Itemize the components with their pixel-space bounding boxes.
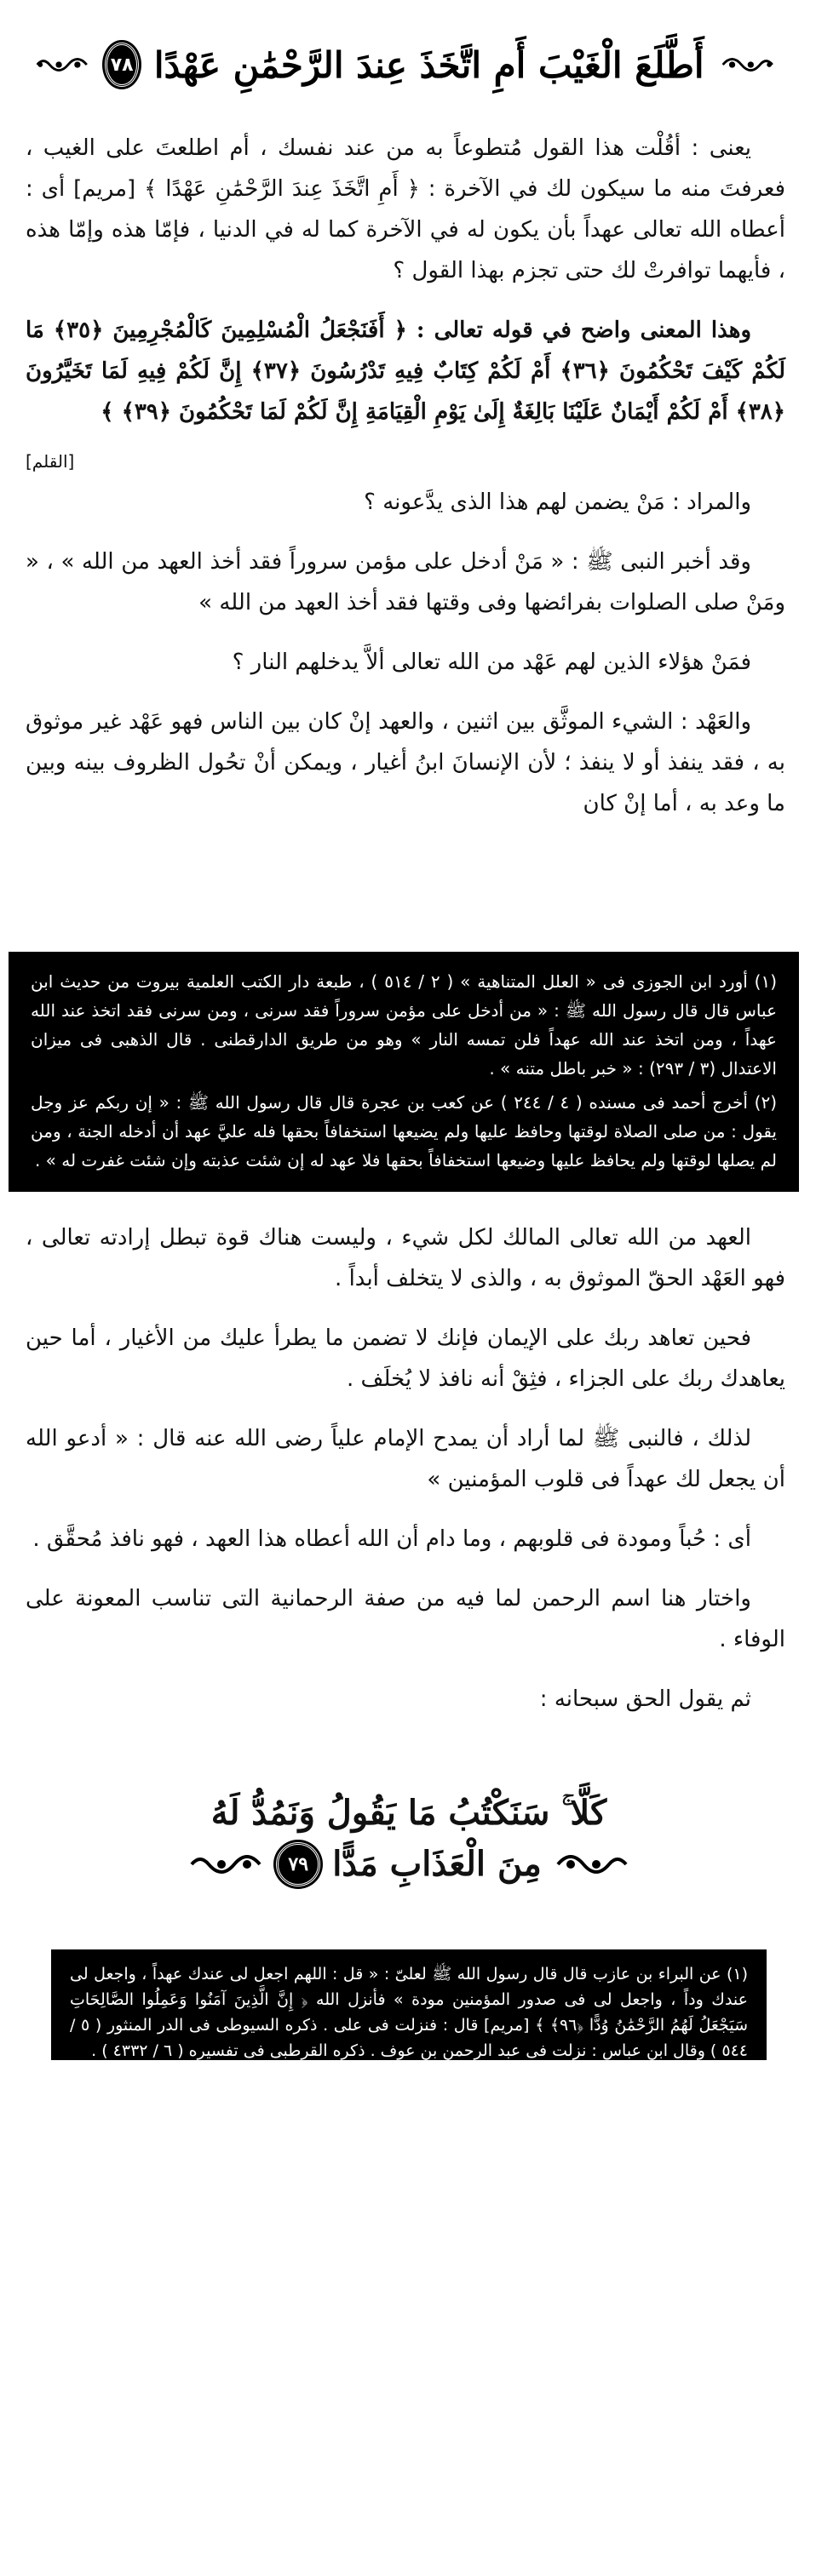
main-text [26,128,785,843]
footnote: (١) أورد ابن الجوزى فى « العلل المتناهية » ( ٢ / ٥١٤ ) ، طبعة دار الكتب العلمية بيروت من حديث ابن عباس قال قال رسول الله ﷺ : « من أدخل على مؤمن سروراً فقد سرنى ، ومن سرنى فقد اتخذ عند الله عهداً ، ومن اتخذ عند الله عهداً فلن تمسه النار » وهو من طريق الدارقطنى . قال الذهبى فى ميزان الاعتدال (٣ / ٢٩٣) : « خبر باطل متنه » . [31,971,777,1079]
verse-title: أَطَّلَعَ الْغَيْبَ أَمِ اتَّخَذَ عِندَ الرَّحْمَٰنِ عَهْدًا [153,43,704,86]
footnote: (٢) أخرج أحمد فى مسنده ( ٤ / ٢٤٤ ) عن كعب بن عجرة قال قال رسول الله ﷺ : « إن ربكم عز وجل يقول : من صلى الصلاة لوقتها وحافظ عليها ولم يضيعها استخفافاً بحقها فله عليَّ عهد أن أدخله الجنة ، ومن لم يصلها لوقتها ولم يحافظ عليها وضيعها استخفافاً بحقها فلا عهد له إن شئت عذبته وإن شئت غفرت له » . [31,1092,777,1171]
paragraph: يعنى : أقُلْت هذا القول مُتطوعاً به من عند نفسك ، أم اطلعتَ على الغيب ، فعرفتَ منه ما سيكون لك في الآخرة : ﴿ أَمِ اتَّخَذَ عِندَ الرَّحْمَٰنِ عَهْدًا ﴾ [مريم] أى : أعطاه الله تعالى عهداً بأن يكون له في الآخرة كما له في الدنيا ، فإمّا هذه وإمّا هذه ، فأيهما توافرتْ لك حتى تجزم بهذا القول ؟ [26,135,785,283]
paragraph: والمراد : مَنْ يضمن لهم هذا الذى يدَّعونه ؟ [364,489,751,515]
footnotes-box [51,1949,767,2060]
paragraph: وقد أخبر النبى ﷺ : « مَنْ أدخل على مؤمن سروراً فقد أخذ العهد من الله » ، « ومَنْ صلى الصلوات بفرائضها وفى وقتها فقد أخذ العهد من الله » [26,549,785,615]
page-3 [0,1949,816,2060]
quran-passage: وهذا المعنى واضح في قوله تعالى : ﴿ أَفَنَجْعَلُ الْمُسْلِمِينَ كَالْمُجْرِمِينَ ﴿٣٥﴾ مَا لَكُمْ كَيْفَ تَحْكُمُونَ ﴿٣٦﴾ أَمْ لَكُمْ كِتَابٌ فِيهِ تَدْرُسُونَ ﴿٣٧﴾ إِنَّ لَكُمْ فِيهِ لَمَا تَخَيَّرُونَ ﴿٣٨﴾ أَمْ لَكُمْ أَيْمَانٌ عَلَيْنَا بَالِغَةٌ إِلَىٰ يَوْمِ الْقِيَامَةِ إِنَّ لَكُمْ لَمَا تَحْكُمُونَ ﴿٣٩﴾ ﴾ [26,318,786,425]
page-1 [0,0,816,1192]
ornament-right-icon [720,48,775,82]
page-2 [0,1192,816,1898]
paragraph: فمَنْ هؤلاء الذين لهم عَهْد من الله تعالى ألاَّ يدخلهم النار ؟ [232,650,751,675]
paragraph: فحين تعاهد ربك على الإيمان فإنك لا تضمن ما يطرأ عليك من الأغيار ، أما حين يعاهدك ربك على الجزاء ، فثِقْ أنه نافذ لا يُخلَف . [26,1325,785,1392]
surah-label: [القلم] [26,451,75,472]
ayah-number-badge: ٧٨ [105,43,138,87]
ornament-icon [554,1847,630,1881]
ornament-left-icon [34,48,89,82]
paragraph: والعَهْد : الشيء الموثَّق بين اثنين ، والعهد إنْ كان بين الناس فهو عَهْد غير موثوق به ، فقد ينفذ أو لا ينفذ ؛ لأن الإنسانَ ابنُ أغيار ، ويمكن أنْ تحُول الظروف بينه وبين ما وعد به ، أما إنْ كان [26,709,785,816]
verse-line-2-row [128,1839,690,1890]
paragraph: أى : حُباً ومودة فى قلوبهم ، وما دام أن الله أعطاه هذا العهد ، فهو نافذ مُحقَّق . [32,1526,751,1552]
verse-line-1: كَلَّا ۚ سَنَكْتُبُ مَا يَقُولُ وَنَمُدُّ لَهُ [210,1793,607,1833]
verse-block [128,1788,690,1890]
verse-banner [34,34,775,95]
paragraph: العهد من الله تعالى المالك لكل شيء ، وليست هناك قوة تبطل إرادته تعالى ، فهو العَهْد الحقّ الموثوق به ، والذى لا يتخلف أبداً . [26,1225,785,1291]
footnotes-box [9,952,799,1192]
ayah-number-badge: ٧٩ [276,1842,320,1886]
verse-line-2: مِنَ الْعَذَابِ مَدًّا [332,1844,542,1884]
paragraph: لذلك ، فالنبى ﷺ لما أراد أن يمدح الإمام علياً رضى الله عنه قال : « أدعو الله أن يجعل لك عهداً فى قلوب المؤمنين » [26,1426,785,1492]
paragraph: ثم يقول الحق سبحانه : [539,1686,751,1712]
paragraph: واختار هنا اسم الرحمن لما فيه من صفة الرحمانية التى تناسب المعونة على الوفاء . [26,1586,785,1652]
ornament-icon [187,1847,264,1881]
main-text [26,1217,785,1738]
footnote: (١) عن البراء بن عازب قال قال رسول الله ﷺ لعلىّ : « قل : اللهم اجعل لى عندك عهداً ، واجعل لى عندك وداً ، واجعل لى فى صدور المؤمنين مودة » فأنزل الله ﴿ إِنَّ الَّذِينَ آمَنُوا وَعَمِلُوا الصَّالِحَاتِ سَيَجْعَلُ لَهُمُ الرَّحْمَٰنُ وُدًّا ﴿٩٦﴾ ﴾ [مريم] قال : فنزلت فى على . ذكره السيوطى فى الدر المنثور ( ٥ / ٥٤٤ ) وقال ابن عباس : نزلت فى عبد الرحمن بن عوف . ذكره القرطبى فى تفسيره ( ٦ / ٤٣٣٢ ) . [70,1965,748,2060]
